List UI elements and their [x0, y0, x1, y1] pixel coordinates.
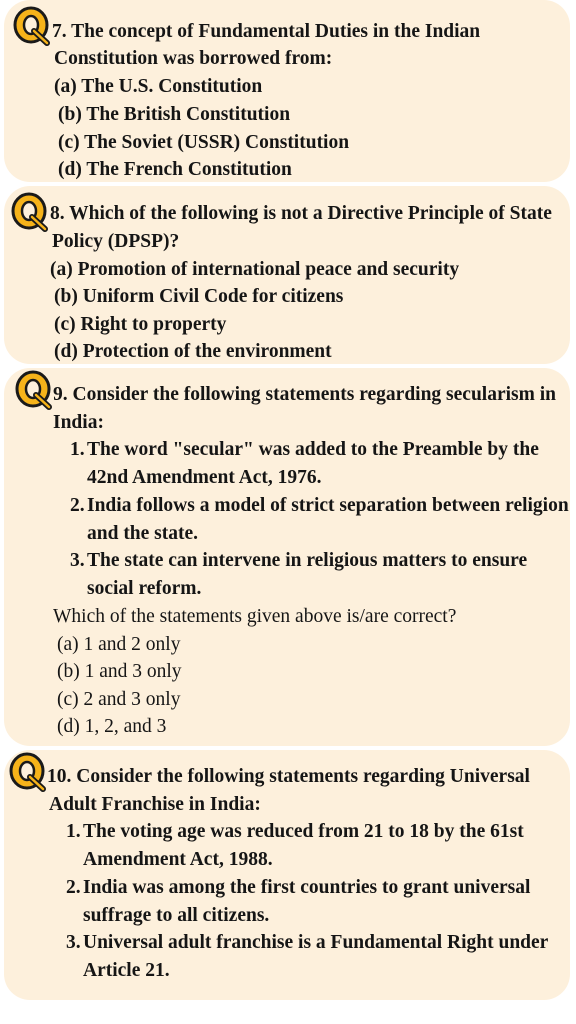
option-d: (d) The French Constitution: [58, 159, 292, 180]
question-stem: 10. Consider the following statements regarding Universal: [47, 766, 530, 787]
option-a: (a) Promotion of international peace and security: [50, 259, 460, 280]
question-card-10: [4, 750, 570, 1000]
question-stem: Policy (DPSP)?: [52, 231, 180, 252]
statement-text: Article 21.: [83, 960, 170, 981]
statement-number: 1.: [66, 821, 81, 842]
question-prompt: Which of the statements given above is/are correct?: [53, 606, 457, 627]
statement-text: India was among the first countries to grant universal: [83, 877, 531, 898]
question-stem: 7. The concept of Fundamental Duties in the Indian: [52, 21, 481, 42]
option-b: (b) The British Constitution: [58, 104, 291, 125]
statement-text: Amendment Act, 1988.: [83, 849, 273, 870]
option-b: (b) 1 and 3 only: [57, 661, 182, 682]
question-card-9: [4, 368, 570, 746]
statement-number: 2.: [66, 877, 81, 898]
statement-number: 3.: [66, 932, 81, 953]
question-stem: Adult Franchise in India:: [49, 794, 261, 815]
option-a: (a) 1 and 2 only: [57, 634, 181, 655]
statement-number: 3.: [70, 550, 85, 571]
option-c: (c) 2 and 3 only: [57, 689, 181, 710]
option-c: (c) Right to property: [54, 314, 227, 335]
statement-text: 42nd Amendment Act, 1976.: [87, 467, 322, 488]
question-stem: India:: [53, 412, 104, 433]
statement-text: India follows a model of strict separation between religion: [87, 495, 569, 516]
option-c: (c) The Soviet (USSR) Constitution: [58, 132, 350, 153]
statement-text: suffrage to all citizens.: [83, 905, 270, 926]
statement-text: The word "secular" was added to the Preamble by the: [87, 439, 539, 460]
statement-text: and the state.: [87, 523, 199, 544]
question-card-7: [4, 0, 570, 182]
option-a: (a) The U.S. Constitution: [54, 76, 263, 97]
statement-text: Universal adult franchise is a Fundamental Right under: [83, 932, 549, 953]
option-d: (d) Protection of the environment: [54, 341, 332, 362]
q-badge-icon: [8, 752, 48, 792]
q-badge-icon: [10, 192, 50, 232]
question-stem: 8. Which of the following is not a Directive Principle of State: [50, 203, 552, 224]
option-d: (d) 1, 2, and 3: [57, 716, 167, 737]
q-badge-icon: [12, 6, 52, 46]
question-card-8: [4, 186, 570, 364]
statement-number: 2.: [70, 495, 85, 516]
statement-text: The voting age was reduced from 21 to 18 by the 61st: [83, 821, 524, 842]
statement-number: 1.: [70, 439, 85, 460]
question-stem: 9. Consider the following statements regarding secularism in: [53, 384, 557, 405]
statement-text: social reform.: [87, 578, 202, 599]
q-badge-icon: [14, 370, 54, 410]
option-b: (b) Uniform Civil Code for citizens: [54, 286, 344, 307]
question-stem: Constitution was borrowed from:: [54, 48, 333, 69]
statement-text: The state can intervene in religious matters to ensure: [87, 550, 528, 571]
